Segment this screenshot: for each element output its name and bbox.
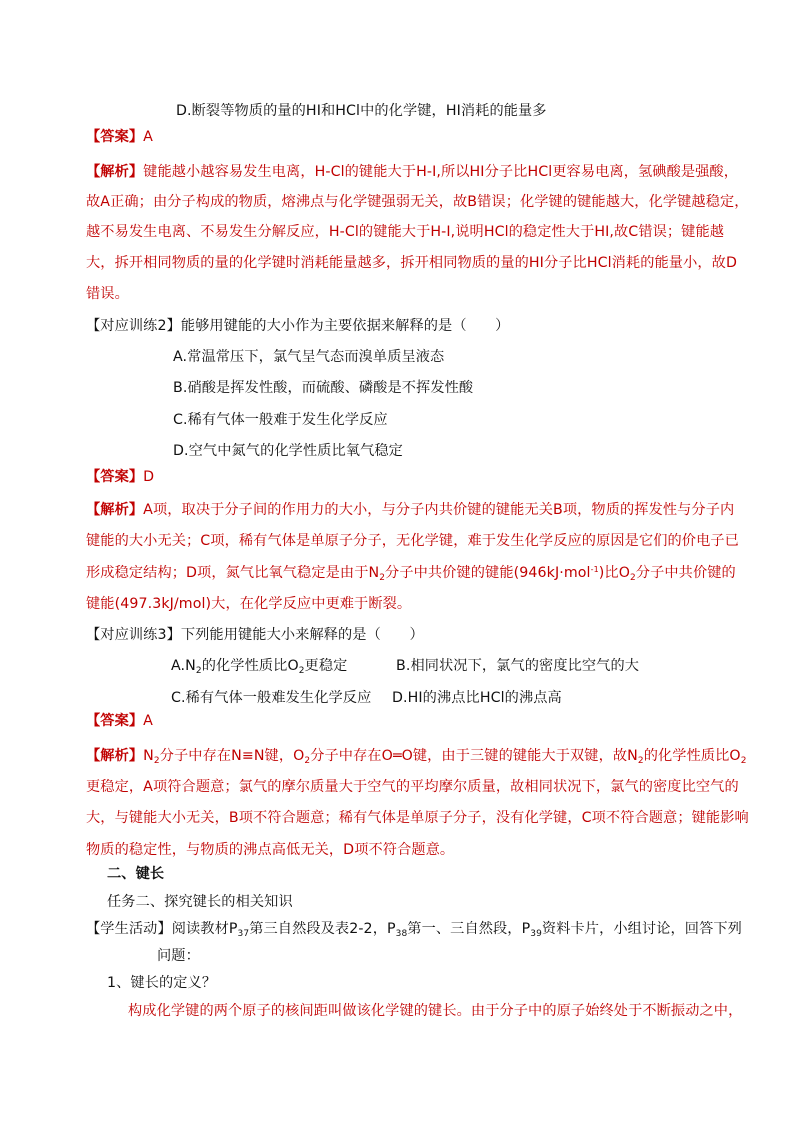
q3-answer: A bbox=[143, 713, 153, 729]
prev-option-d: D.断裂等物质的量的HI和HCl中的化学键，HI消耗的能量多 bbox=[176, 103, 547, 119]
answer-tag: 【答案】 bbox=[86, 129, 144, 145]
q3-option-d: D.HI的沸点比HCl的沸点高 bbox=[392, 690, 562, 706]
q3-option-c: C.稀有气体一般难发生化学反应 bbox=[171, 690, 372, 706]
q1-analysis-line-2: 故A正确；由分子构成的物质，熔沸点与化学键强弱无关，故B错误；化学键的键能越大，化学键越稳定， bbox=[86, 194, 749, 210]
answer-1: 构成化学键的两个原子的核间距叫做该化学键的键长。由于分子中的原子始终处于不断振动之中， bbox=[128, 1003, 743, 1019]
practice3-tag: 【对应训练3】 bbox=[86, 627, 181, 643]
q3-analysis-line-2: 更稳定，A项符合题意；氯气的摩尔质量大于空气的平均摩尔质量，故相同状况下，氯气的密度比空气的 bbox=[86, 779, 739, 795]
q3-option-a: $A.N_2$的化学性质比$O_2$更稳定 bbox=[171, 658, 348, 676]
q3-option-b: B.相同状况下，氯气的密度比空气的大 bbox=[396, 658, 640, 674]
q2-analysis-line-2: 键能的大小无关；C项，稀有气体是单原子分子，无化学键，难于发生化学反应的原因是它们的价电子已 bbox=[86, 533, 739, 549]
q1-analysis-line-3: 越不易发生电离、不易发生分解反应，H-Cl的键能大于H-I,说明HCl的稳定性大于HI,故C错误；键能越 bbox=[86, 224, 725, 240]
q3-analysis-line-1: 【解析】$N_2$分子中存在N≡N键，$O_2$分子中存在O═O键，由于三键的键能大于双键，故$N_2$的化学性质比$O_2$ bbox=[86, 748, 747, 766]
practice2-tag: 【对应训练2】 bbox=[86, 318, 181, 334]
q1-answer: A bbox=[143, 129, 153, 145]
q3-answer-line: 【答案】A bbox=[86, 713, 153, 729]
section-task: 任务二、探究键长的相关知识 bbox=[107, 894, 293, 910]
analysis-tag: 【解析】 bbox=[86, 164, 144, 180]
q1-analysis-line-5: 错误。 bbox=[86, 286, 129, 302]
practice3-stem: 【对应训练3】下列能用键能大小来解释的是（ ） bbox=[86, 627, 424, 643]
activity-tag: 【学生活动】 bbox=[86, 921, 172, 937]
question-1: 1、键长的定义？ bbox=[107, 975, 217, 991]
q1-analysis-line-1: 【解析】键能越小越容易发生电离，H-Cl的键能大于H-I,所以HI分子比HCl更容易电离，氢碘酸是强酸， bbox=[86, 164, 739, 180]
q2-analysis-line-1: 【解析】A项，取决于分子间的作用力的大小，与分子内共价键的键能无关B项，物质的挥发性与分子内 bbox=[86, 502, 735, 518]
q2-option-c: C.稀有气体一般难于发生化学反应 bbox=[173, 412, 388, 428]
q2-option-b: B.硝酸是挥发性酸，而硫酸、磷酸是不挥发性酸 bbox=[173, 380, 474, 396]
q2-answer-line: 【答案】D bbox=[86, 469, 155, 485]
activity-line-1: 【学生活动】阅读教材$P_{37}$第三自然段及表2-2，$P_{38}$第一、三自然段，$P_{39}$资料卡片，小组讨论，回答下列 bbox=[86, 921, 742, 939]
q1-answer-line bbox=[86, 127, 153, 147]
q2-analysis-line-5: 键能(497.3kJ/mol)大，在化学反应中更难于断裂。 bbox=[86, 596, 412, 612]
q3-analysis-line-3: 大，与键能大小无关，B项不符合题意；稀有气体是单原子分子，没有化学键，C项不符合题意；键能影响 bbox=[86, 810, 749, 826]
practice2-stem: 【对应训练2】能够用键能的大小作为主要依据来解释的是（ ） bbox=[86, 318, 510, 334]
q2-option-a: A.常温常压下，氯气呈气态而溴单质呈液态 bbox=[173, 349, 445, 365]
q3-analysis-line-4: 物质的稳定性，与物质的沸点高低无关，D项不符合题意。 bbox=[86, 842, 455, 858]
q2-answer: D bbox=[143, 469, 155, 485]
q1-analysis-line-4: 大，拆开相同物质的量的化学键时消耗能量越多，拆开相同物质的量的HI分子比HCl消耗的能量小，故D bbox=[86, 255, 737, 271]
activity-line-2: 问题： bbox=[157, 948, 200, 964]
q2-option-d: D.空气中氮气的化学性质比氧气稳定 bbox=[173, 443, 403, 459]
q2-analysis-line-4: 形成稳定结构；D项，氮气比氧气稳定是由于$N_2$分子中共价键的键能(946kJ·mol$^{-1}$)比$O_2$分子中共价键的 bbox=[86, 565, 736, 583]
section-heading: 二、键长 bbox=[107, 866, 165, 882]
